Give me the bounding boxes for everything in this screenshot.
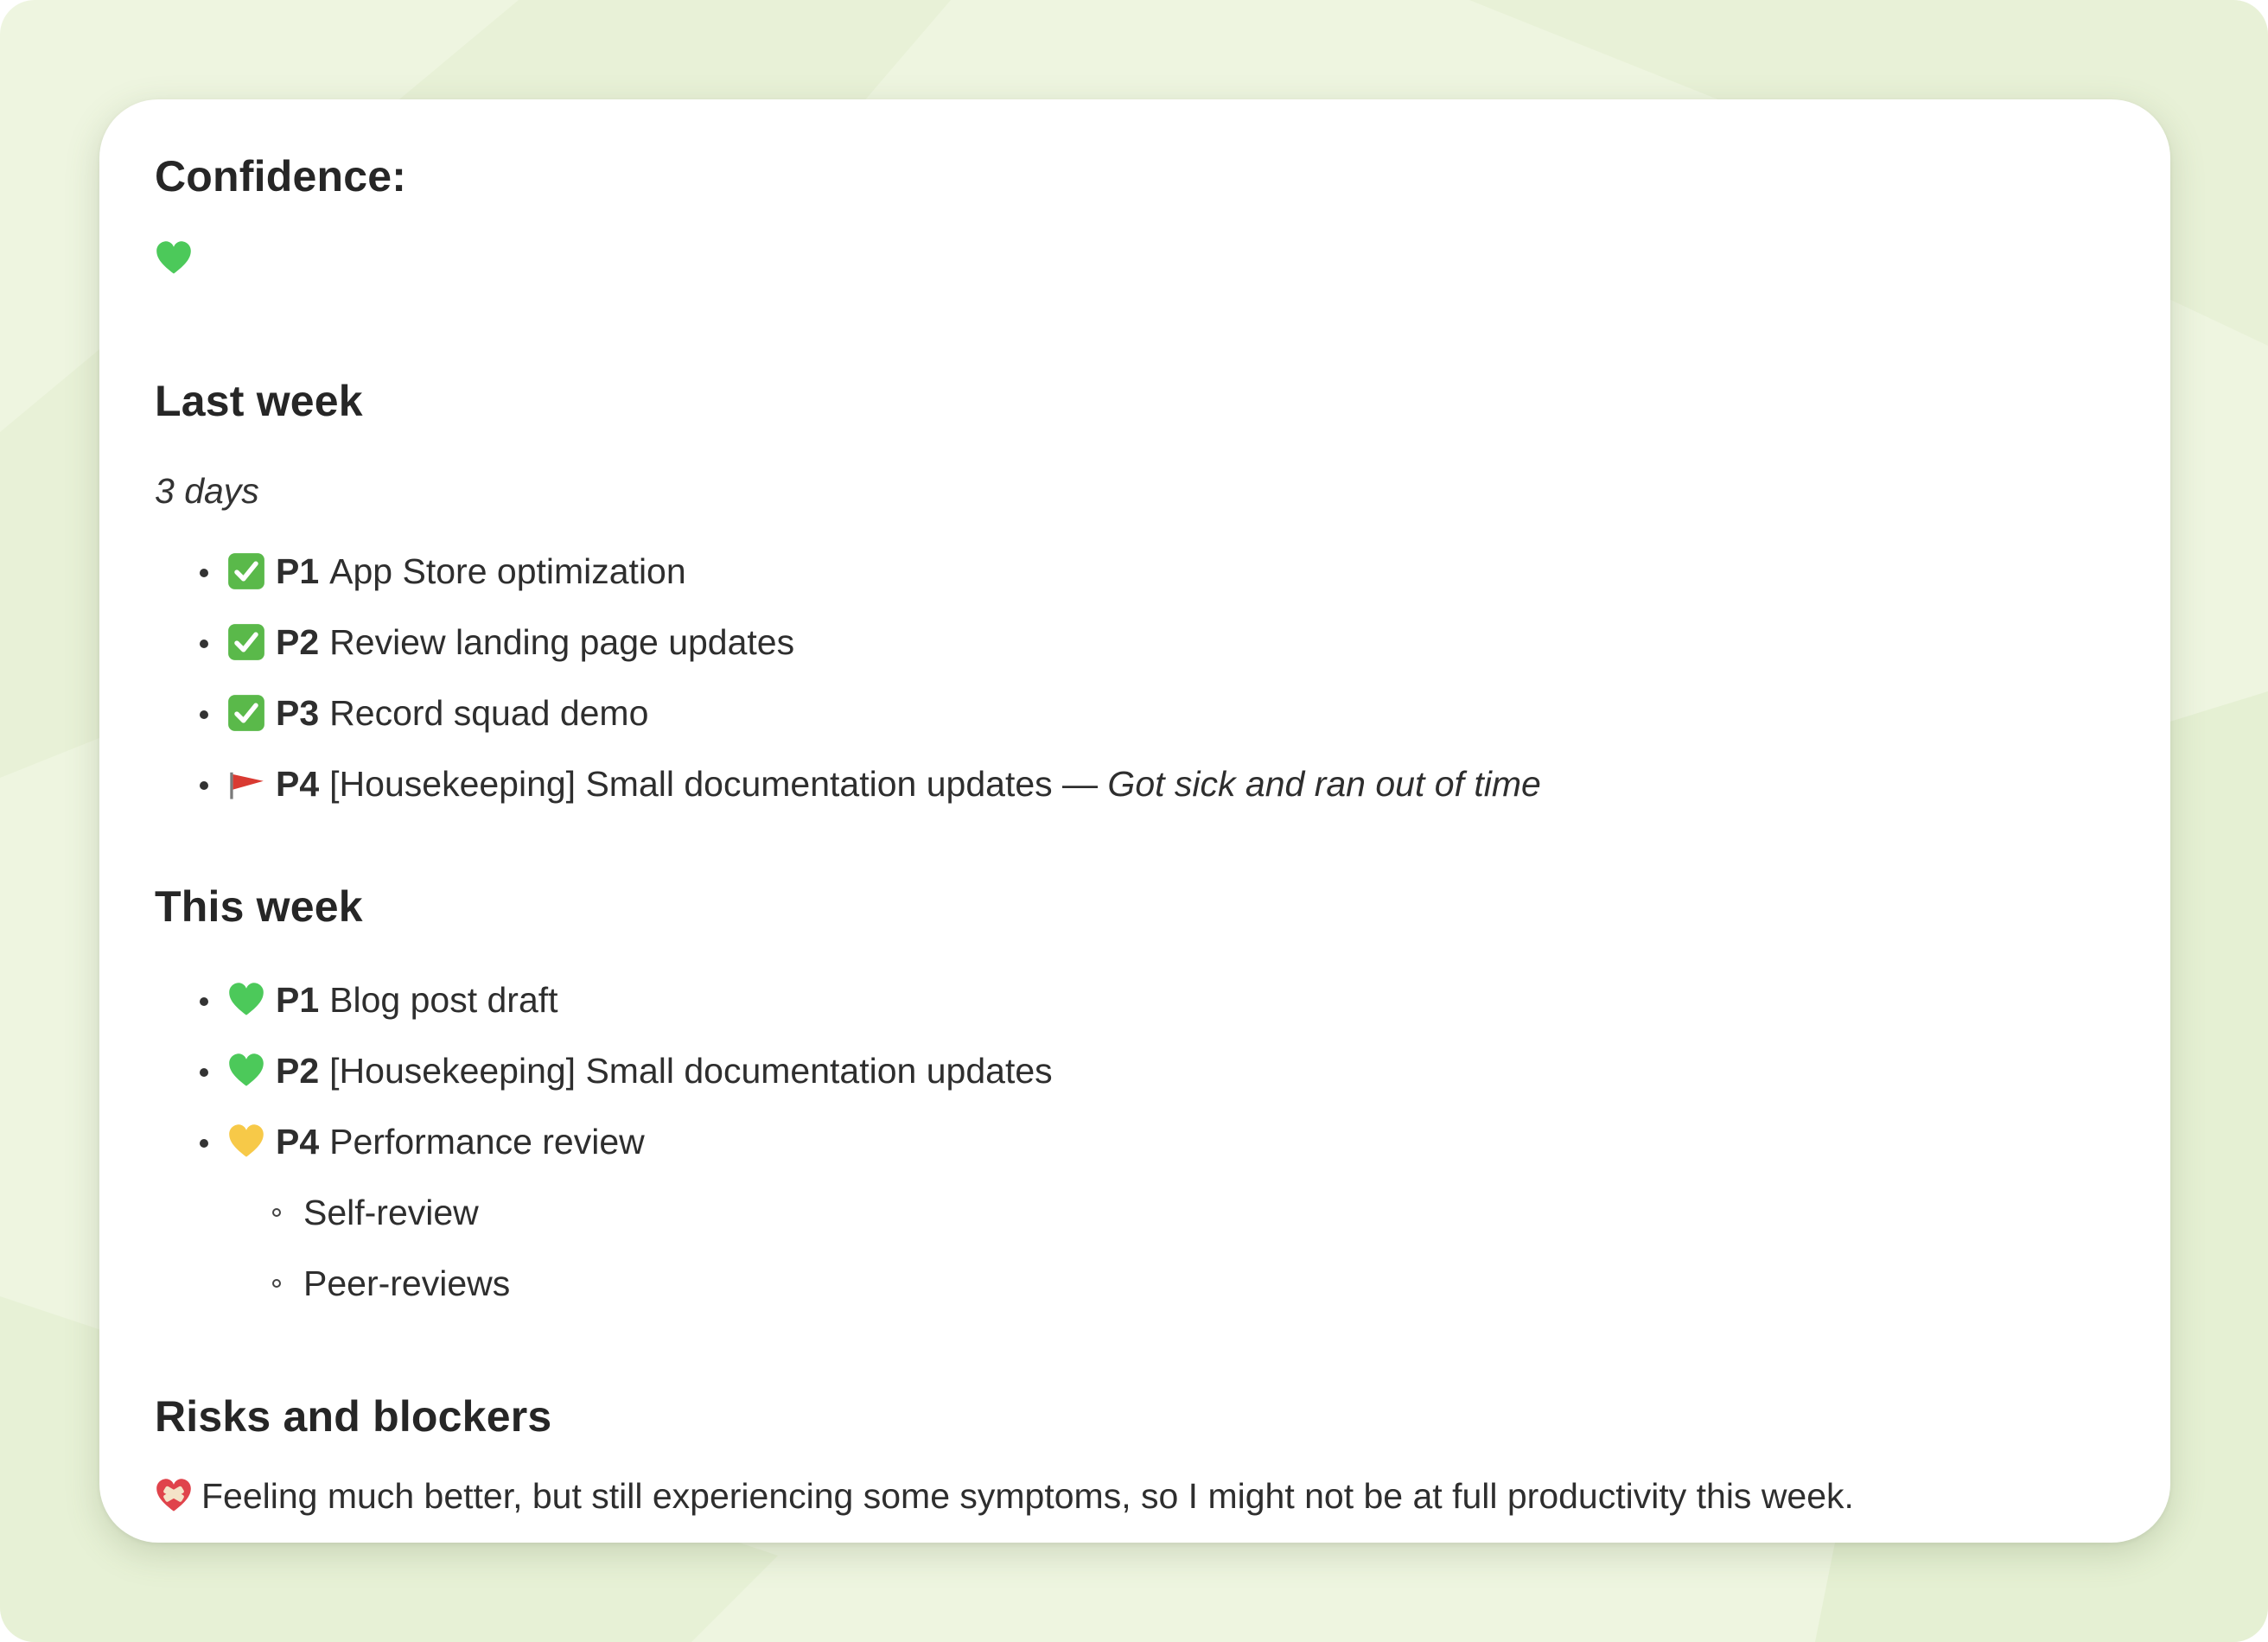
risks-description: Feeling much better, but still experiencing some symptoms, so I might not be at full productivity this week. [201, 1476, 1854, 1516]
item-text: Record squad demo [329, 693, 649, 733]
last-week-duration: 3 days [155, 471, 259, 511]
this-week-heading: This week [155, 882, 363, 931]
item-text: Performance review [329, 1122, 645, 1161]
item-text: App Store optimization [329, 551, 686, 591]
priority-label: P1 [276, 551, 320, 591]
list-item [155, 1106, 2115, 1177]
item-text: Blog post draft [329, 980, 558, 1020]
confidence-heading: Confidence: [155, 152, 407, 200]
risks-heading: Risks and blockers [155, 1392, 552, 1441]
list-item [155, 964, 2115, 1035]
yellow-heart-icon [227, 1123, 265, 1161]
mending-heart-icon [155, 1477, 193, 1515]
check-mark-icon [227, 623, 265, 661]
sub-list-item: Self-review [155, 1177, 2115, 1248]
risks-text [155, 1476, 2115, 1517]
item-note: Got sick and ran out of time [1107, 764, 1541, 804]
green-heart-icon [227, 1052, 265, 1090]
list-item [155, 678, 2115, 748]
priority-label: P2 [276, 622, 320, 662]
red-flag-icon [227, 765, 265, 803]
green-heart-icon [155, 239, 193, 277]
item-text: [Housekeeping] Small documentation updates — [329, 764, 1108, 804]
this-week-list [155, 964, 2115, 1177]
list-item [155, 1035, 2115, 1106]
confidence-value [155, 239, 2115, 283]
last-week-heading: Last week [155, 377, 363, 425]
priority-label: P4 [276, 764, 320, 804]
list-item [155, 607, 2115, 678]
priority-label: P4 [276, 1122, 320, 1161]
priority-label: P1 [276, 980, 320, 1020]
check-mark-icon [227, 552, 265, 590]
item-text: [Housekeeping] Small documentation updates [329, 1051, 1053, 1091]
status-update-card [99, 99, 2170, 1543]
list-item [155, 536, 2115, 607]
sub-list-item: Peer-reviews [155, 1248, 2115, 1319]
priority-label: P3 [276, 693, 320, 733]
list-item [155, 748, 2115, 819]
item-text: Review landing page updates [329, 622, 795, 662]
green-heart-icon [227, 981, 265, 1019]
last-week-list [155, 536, 2115, 819]
priority-label: P2 [276, 1051, 320, 1091]
performance-review-sublist [155, 1177, 2115, 1319]
check-mark-icon [227, 694, 265, 732]
